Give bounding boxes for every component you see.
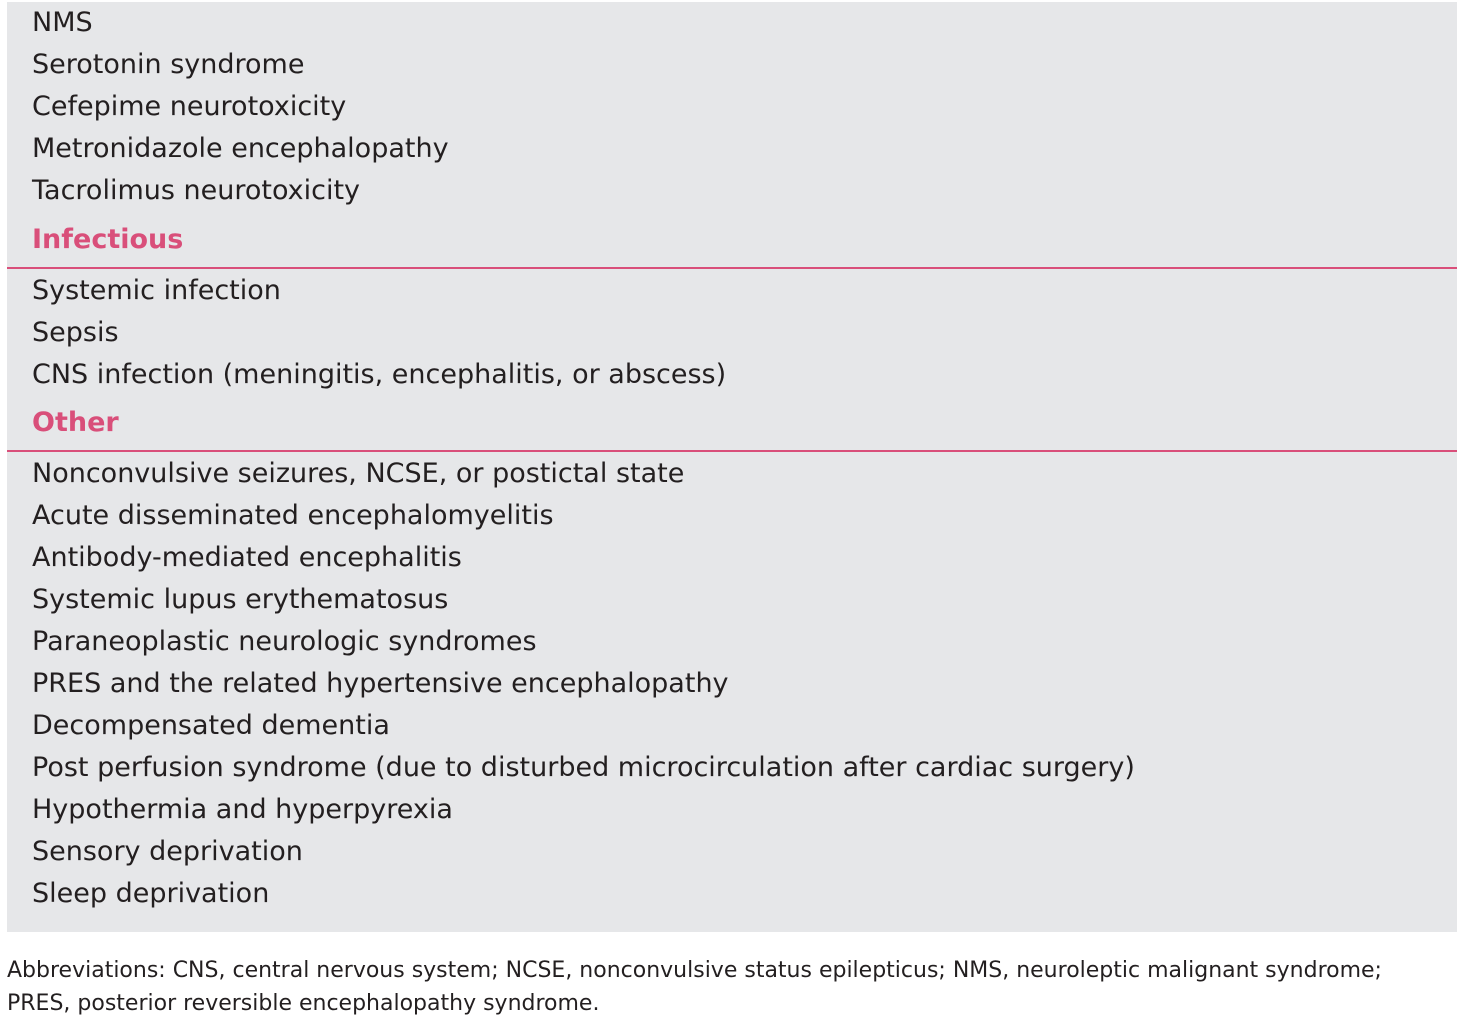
list-item: CNS infection (meningitis, encephalitis, or abscess) xyxy=(32,359,727,390)
list-item: Serotonin syndrome xyxy=(32,49,305,80)
list-item: Systemic lupus erythematosus xyxy=(32,584,449,615)
list-item: Tacrolimus neurotoxicity xyxy=(32,175,361,206)
list-item: Decompensated dementia xyxy=(32,710,390,741)
list-item: Sleep deprivation xyxy=(32,878,270,909)
list-item: NMS xyxy=(32,7,93,38)
list-item: PRES and the related hypertensive encephalopathy xyxy=(32,668,729,699)
list-item: Metronidazole encephalopathy xyxy=(32,133,449,164)
list-item: Sepsis xyxy=(32,317,119,348)
section-divider xyxy=(7,267,1457,269)
list-item: Acute disseminated encephalomyelitis xyxy=(32,500,554,531)
section-divider xyxy=(7,450,1457,452)
list-item: Paraneoplastic neurologic syndromes xyxy=(32,626,537,657)
list-item: Antibody-mediated encephalitis xyxy=(32,542,462,573)
differential-table xyxy=(7,2,1457,932)
list-item: Cefepime neurotoxicity xyxy=(32,91,347,122)
list-item: Systemic infection xyxy=(32,275,281,306)
abbreviations-footnote: Abbreviations: CNS, central nervous system; NCSE, nonconvulsive status epilepticus; NMS, neuroleptic malignant syndrome; PRES, posterior reversible encephalopathy syndrome. xyxy=(7,958,1382,1016)
section-heading-other: Other xyxy=(32,407,119,438)
list-item: Sensory deprivation xyxy=(32,836,303,867)
list-item: Post perfusion syndrome (due to disturbed microcirculation after cardiac surgery) xyxy=(32,752,1135,783)
list-item: Hypothermia and hyperpyrexia xyxy=(32,794,453,825)
section-heading-infectious: Infectious xyxy=(32,224,184,255)
list-item: Nonconvulsive seizures, NCSE, or postictal state xyxy=(32,458,685,489)
